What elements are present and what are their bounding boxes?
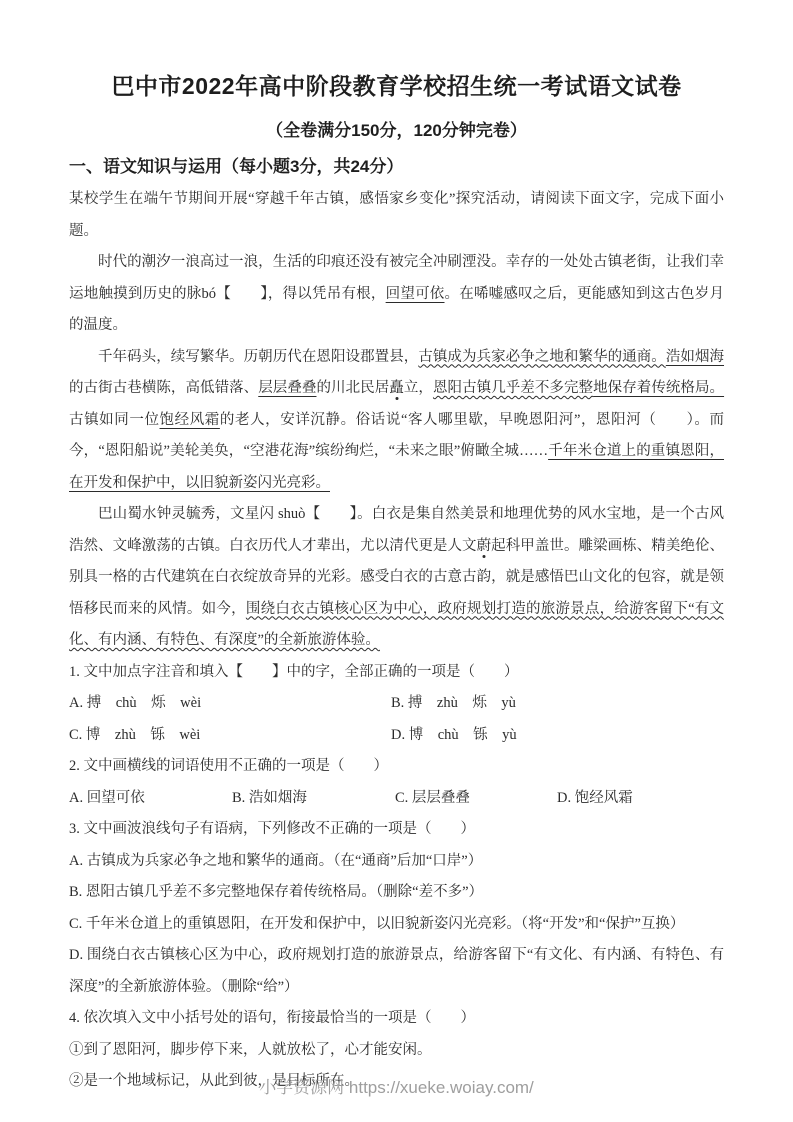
question-1-option-D: D. 博 chù 铄 yù [391, 726, 517, 743]
wavy-underlined-text: 恩阳古镇几乎差不多完整 [432, 380, 594, 396]
underlined-text: 饱经风霜 [159, 411, 220, 428]
section-heading: 一、语文知识与运用（每小题3分，共24分） [69, 157, 404, 176]
question-1-option-A: A. 搏 chù 烁 wèi [69, 695, 202, 711]
question-3-stem: 3. 文中画波浪线句子有语病，下列修改不正确的一项是（ ） [69, 821, 475, 837]
question-3-option-A: A. 古镇成为兵家必争之地和繁华的通商。（在“通商”后加“口岸”） [69, 852, 483, 869]
question-1-option-C: C. 博 zhù 铄 wèi [69, 726, 201, 743]
passage-text: 千年码头，续写繁华。历朝历代在恩阳设郡置县， [98, 348, 419, 365]
passage-text: 立， [403, 380, 433, 396]
question-1-options [69, 688, 724, 751]
question-3-option-B: B. 恩阳古镇几乎差不多完整地保存着传统格局。（删除“差不多”） [69, 884, 484, 900]
intro-paragraph: 某校学生在端午节期间开展“穿越千年古镇，感悟家乡变化”探究活动，请阅读下面文字，完成下面小题。 [69, 191, 724, 239]
passage-text: 古镇如同一位 [69, 411, 160, 428]
page-title: 巴中市2022年高中阶段教育学校招生统一考试语文试卷 [111, 73, 682, 99]
question-2-option-C: C. 层层叠叠 [395, 789, 470, 806]
underlined-text: 层层叠叠 [258, 380, 317, 396]
question-2-option-A: A. 回望可依 [69, 789, 145, 806]
footer-watermark: 小学资源网 https://xueke.woiay.com/ [259, 1078, 534, 1097]
passage-text: 。在唏嘘感叹之后，更能感知到这古色岁月的温度。 [69, 285, 725, 333]
underlined-text: 千年米仓道上的重镇恩阳，在开发和保护中，以旧貌新姿闪光亮彩。 [69, 443, 725, 491]
question-2-options [69, 783, 724, 815]
question-1-stem: 1. 文中加点字注音和填入【 】中的字，全部正确的一项是（ ） [69, 663, 519, 680]
question-4-sentence-2: ②是一个地域标记，从此到彼，是目标所在。 [69, 1073, 359, 1089]
underlined-text: 回望可依 [385, 285, 445, 302]
wavy-underlined-text: 围绕白衣古镇核心区为中心，政府规划打造的旅游景点，给游客留下“有文化、有内涵、有特色、有深度”的全新旅游体验。 [69, 600, 725, 648]
question-2-option-D: D. 饱经风霜 [557, 789, 633, 806]
passage-text: 的老人，安详沉静。俗话说“客人哪里歇，早晚恩阳河”，恩阳河（ ）。而今，“恩阳船说”美轮美奂，“空港花海”缤纷绚烂，“未来之眼”俯瞰全城…… [69, 411, 725, 459]
passage-paragraph-1 [69, 247, 724, 342]
emphasis-dotted-char: 蔚 [476, 537, 492, 554]
passage-text: 的古街古巷横陈，高低错落、 [69, 380, 259, 396]
question-4-sentence-1: ①到了恩阳河，脚步停下来，人就放松了，心才能安闲。 [69, 1041, 432, 1058]
passage-text: 起科甲盖世。雕梁画栋、精美绝伦、别具一格的古代建筑在白衣绽放奇异的光彩。感受白衣的古意古韵，就是感悟巴山文化的包容，就是领悟移民而来的风情。如今， [69, 537, 725, 617]
question-4-stem: 4. 依次填入文中小括号处的语句，衔接最恰当的一项是（ ） [69, 1010, 475, 1026]
question-2-stem: 2. 文中画横线的词语使用不正确的一项是（ ） [69, 758, 388, 774]
passage-text: 的川北民居 [316, 380, 390, 396]
emphasis-dotted-char: 矗 [389, 380, 404, 396]
question-2-option-B: B. 浩如烟海 [232, 789, 307, 806]
wavy-underlined-text: 古镇成为兵家必争之地和繁华的通商。 [418, 348, 666, 365]
question-3-option-C: C. 千年米仓道上的重镇恩阳，在开发和保护中，以旧貌新姿闪光亮彩。（将“开发”和“保护”互换） [69, 915, 685, 932]
questions-container [69, 657, 724, 1098]
passage-paragraph-3 [69, 499, 724, 657]
question-1-option-B: B. 搏 zhù 烁 yù [391, 695, 516, 711]
underlined-text: 浩如烟海 [665, 348, 725, 365]
passage-container [69, 247, 724, 657]
question-3-option-D: D. 围绕白衣古镇核心区为中心，政府规划打造的旅游景点，给游客留下“有文化、有内涵、有特色、有深度”的全新旅游体验。（删除“给”） [69, 947, 724, 995]
passage-text: 时代的潮汐一浪高过一浪，生活的印痕还没有被完全冲刷湮没。幸存的一处处古镇老街，让我们幸运地触摸到历史的脉bó【 】，得以凭吊有根， [69, 254, 724, 302]
passage-paragraph-2 [69, 342, 724, 500]
passage-text: 巴山蜀水钟灵毓秀，文星闪 shuò【 】。白衣是集自然美景和地理优势的风水宝地，是一个古风浩然、文峰激荡的古镇。白衣历代人才辈出，尤以清代更是人文 [69, 506, 724, 554]
underlined-text: 地保存着传统格局。 [593, 380, 725, 396]
page-subtitle: （全卷满分150分，120分钟完卷） [266, 121, 527, 140]
